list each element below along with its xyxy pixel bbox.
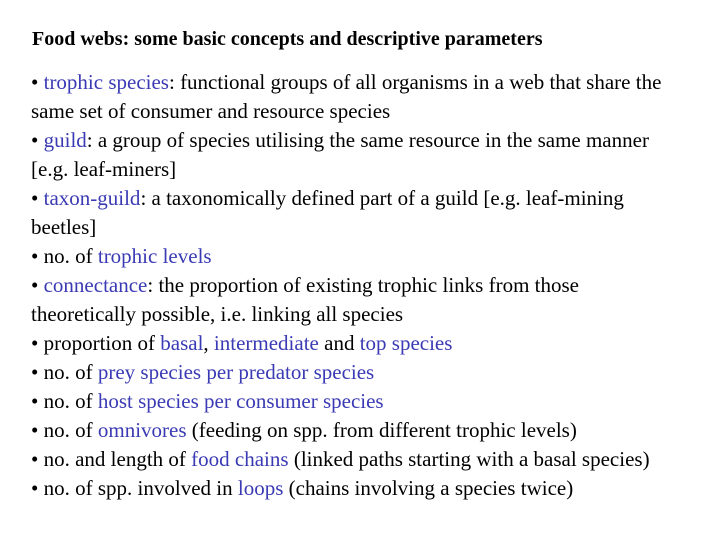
term-trophic-levels: trophic levels: [97, 244, 212, 268]
item-text: ,: [203, 331, 214, 355]
list-item-trophic-levels: [31, 242, 681, 271]
bullet: •: [31, 389, 39, 413]
list-item-prey-per-predator: [31, 358, 681, 387]
definition-text: : a group of species utilising the same resource in the same manner [e.g. leaf-miners]: [31, 128, 649, 181]
term-top-species: top species: [359, 331, 453, 355]
term-omnivores: omnivores: [97, 418, 187, 442]
definition-text: : functional groups of all organisms in a web that share the same set of consumer and resource species: [31, 70, 662, 123]
definition-text: (linked paths starting with a basal species): [288, 447, 650, 471]
list-item-loops: [31, 474, 681, 503]
bullet: •: [31, 128, 39, 152]
bullet: •: [31, 70, 39, 94]
list-item-omnivores: [31, 416, 681, 445]
item-text: proportion of: [43, 331, 161, 355]
definition-text: (feeding on spp. from different trophic levels): [186, 418, 577, 442]
bullet: •: [31, 418, 39, 442]
term-intermediate: intermediate: [213, 331, 319, 355]
slide-title: Food webs: some basic concepts and descriptive parameters: [32, 28, 543, 50]
list-item-taxon-guild: [31, 184, 681, 242]
item-text: no. of spp. involved in: [43, 476, 238, 500]
list-item-connectance: [31, 271, 681, 329]
bullet: •: [31, 447, 39, 471]
item-text: no. of: [43, 418, 98, 442]
bullet: •: [31, 360, 39, 384]
bullet: •: [31, 244, 39, 268]
item-text: no. of: [43, 360, 98, 384]
item-text: no. of: [43, 389, 98, 413]
list-item-host-per-consumer: [31, 387, 681, 416]
bullet: •: [31, 476, 39, 500]
list-item-food-chains: [31, 445, 681, 474]
definition-text: : a taxonomically defined part of a guild [e.g. leaf-mining beetles]: [31, 186, 624, 239]
term-connectance: connectance: [43, 273, 148, 297]
item-text: no. of: [43, 244, 98, 268]
term-trophic-species: trophic species: [43, 70, 169, 94]
bullet: •: [31, 273, 39, 297]
definition-text: (chains involving a species twice): [283, 476, 574, 500]
item-text: no. and length of: [43, 447, 192, 471]
bullet-list: [31, 68, 681, 503]
list-item-guild: [31, 126, 681, 184]
term-food-chains: food chains: [191, 447, 289, 471]
term-basal: basal: [160, 331, 204, 355]
bullet: •: [31, 331, 39, 355]
bullet: •: [31, 186, 39, 210]
definition-text: : the proportion of existing trophic links from those theoretically possible, i.e. linking all species: [31, 273, 579, 326]
list-item-species-proportion: [31, 329, 681, 358]
term-host-per-consumer: host species per consumer species: [97, 389, 384, 413]
item-text: and: [318, 331, 360, 355]
term-loops: loops: [237, 476, 284, 500]
list-item-trophic-species: [31, 68, 681, 126]
term-prey-per-predator: prey species per predator species: [97, 360, 375, 384]
term-guild: guild: [43, 128, 87, 152]
term-taxon-guild: taxon-guild: [43, 186, 141, 210]
